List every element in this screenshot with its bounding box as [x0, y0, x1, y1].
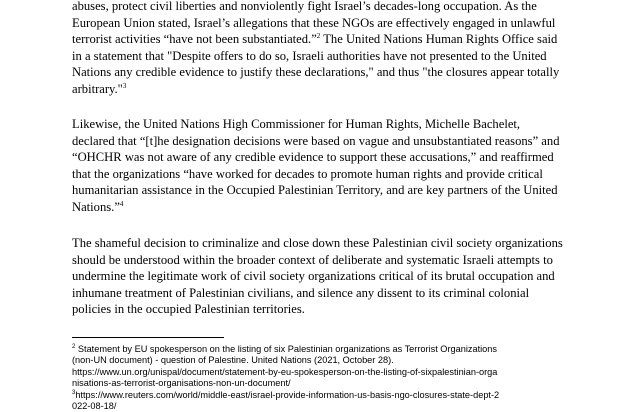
footnotes — [72, 344, 572, 412]
footnote-link[interactable]: 022-08-18/ — [72, 401, 117, 412]
footnote-link[interactable]: https://www.un.org/unispal/document/statement-by-eu-spokesperson-on-the-listing-of-sixpalestinian-orga — [72, 366, 498, 377]
footnote-2 — [72, 344, 572, 390]
text-line: Nations any credible evidence to justify these declarations," and thus "the closures appear totally — [72, 65, 560, 80]
text-line: that the organizations “have worked for decades to promote human rights and provide critical — [72, 166, 543, 181]
text-line: policies in the occupied Palestinian territories. — [72, 302, 305, 317]
text-segment: Nations.” — [72, 199, 120, 214]
footnote-number: 2 — [72, 344, 76, 350]
text-line — [72, 199, 560, 216]
text-line: declared that “[t]he designation decisions were based on vague and unsubstantiated reasons” and — [72, 133, 560, 148]
footnote-3 — [72, 390, 572, 412]
paragraph-1 — [72, 0, 559, 98]
text-line — [72, 81, 559, 98]
footnote-ref-4[interactable]: 4 — [119, 199, 124, 208]
footnote-line: (non-UN document) - question of Palestine. United Nations (2021, October 28). — [72, 355, 394, 366]
text-segment: The United Nations Human Rights Office said — [320, 32, 558, 47]
text-line: European Union stated, Israel’s allegations that these NGOs are effectively engaged in unlawful — [72, 15, 556, 30]
text-segment: arbitrary." — [72, 81, 123, 96]
footnote-text: Statement by EU spokesperson on the listing of six Palestinian organizations as Terrorist Organizations — [75, 344, 497, 354]
text-line: abuses, protect civil liberties and nonviolently fight Israel’s decades-long occupation. As the — [72, 0, 537, 13]
paragraph-2 — [72, 116, 560, 216]
footnote-line[interactable] — [72, 390, 572, 401]
footnote-ref-2[interactable]: 2 — [316, 32, 321, 41]
footnote-link[interactable]: nisations-as-terrorist-organisations-non-un-document/ — [72, 378, 291, 389]
footnote-line — [72, 344, 572, 355]
footnote-number: 3 — [72, 389, 76, 396]
paragraph-3 — [72, 235, 563, 318]
text-line: The shameful decision to criminalize and close down these Palestinian civil society organizations — [72, 236, 563, 250]
text-line: should be understood within the broader context of deliberate and systematic Israeli attempts to — [72, 252, 553, 267]
text-line — [72, 31, 559, 48]
text-line: humanitarian assistance in the Occupied Palestinian Territory, and are key partners of the United — [72, 183, 558, 198]
text-line: undermine the legitimate work of civil society organizations critical of its brutal occupation and — [72, 269, 555, 284]
text-segment: terrorist activities “have not been substantiated.” — [72, 32, 317, 47]
footnote-link[interactable]: https://www.reuters.com/world/middle-east/israel-provide-information-us-basis-ngo-closures-state-dept-2 — [75, 389, 500, 400]
footnote-separator — [72, 337, 224, 338]
text-line: in a statement that "Despite offers to do so, Israeli authorities have not presented to the United — [72, 48, 547, 63]
text-line: “OHCHR was not aware of any credible evidence to support these accusations,” and reaffirmed — [72, 150, 554, 165]
text-line: Likewise, the United Nations High Commissioner for Human Rights, Michelle Bachelet, — [72, 117, 521, 131]
text-line: inhumane treatment of Palestinian civilians, and silence any dissent to its criminal colonial — [72, 285, 530, 300]
footnote-ref-3[interactable]: 3 — [122, 81, 127, 90]
